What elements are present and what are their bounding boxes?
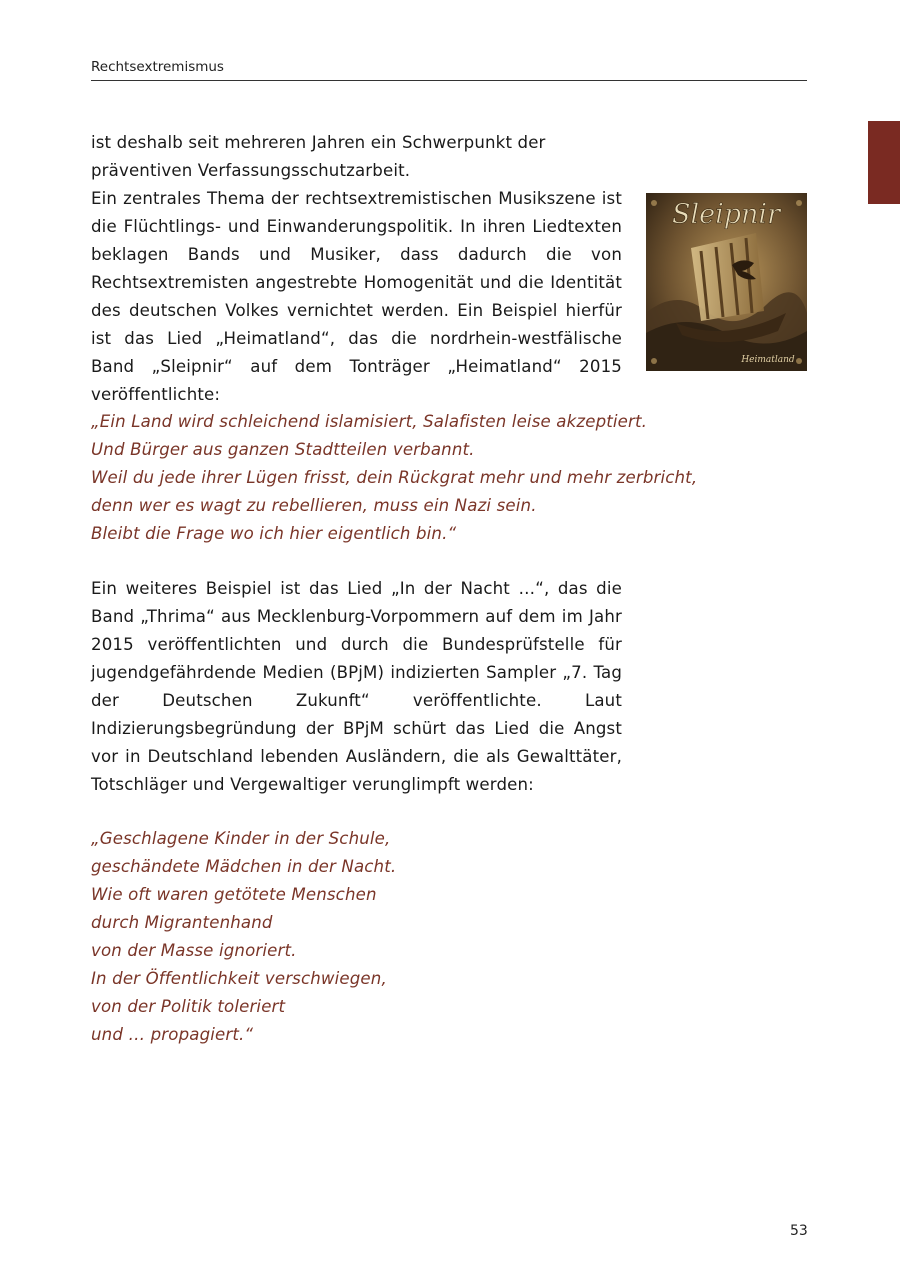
quote-line: „Ein Land wird schleichend islamisiert, Salafisten leise akzeptiert. (91, 412, 648, 431)
page-number: 53 (790, 1223, 808, 1239)
quote-line: geschändete Mädchen in der Nacht. (91, 857, 397, 876)
quote-line: und … propagiert.“ (91, 1025, 254, 1044)
album-cover-subtitle: Heimatland (741, 355, 795, 365)
album-cover-image (646, 193, 807, 371)
lyrics-quote-in-der-nacht (91, 825, 691, 1049)
header-rule (91, 80, 807, 81)
paragraph-1: ist deshalb seit mehreren Jahren ein Schwerpunkt der präventiven Verfassungsschutzarbeit. (91, 133, 546, 180)
quote-line: Wie oft waren getötete Menschen (91, 885, 377, 904)
quote-line: denn wer es wagt zu rebellieren, muss ein Nazi sein. (91, 496, 537, 515)
body-text-intro (91, 129, 622, 409)
album-cover-title: Sleipnir (672, 199, 780, 230)
paragraph-3: Ein weiteres Beispiel ist das Lied „In der Nacht …“, das die Band „Thrima“ aus Mecklenburg-Vorpommern auf dem im Jahr 2015 veröffentlichten und durch die Bundesprüfstelle für jugendgefährdende Medien (BPjM) indizierten Sampler „7. Tag der Deutschen Zukunft“ veröffentlichte. Laut Indizierungsbegründung der BPjM schürt das Lied die Angst vor in Deutschland lebenden Ausländern, die als Gewalttäter, Totschläger und Vergewaltiger verunglimpft werden: (91, 579, 622, 794)
running-header: Rechtsextremismus (91, 59, 224, 75)
quote-line: Bleibt die Frage wo ich hier eigentlich bin.“ (91, 524, 457, 543)
chapter-tab-marker (868, 121, 900, 204)
quote-line: Und Bürger aus ganzen Stadtteilen verbannt. (91, 440, 475, 459)
quote-line: durch Migrantenhand (91, 913, 273, 932)
paragraph-2: Ein zentrales Thema der rechtsextremistischen Musikszene ist die Flüchtlings- und Einwanderungspolitik. In ihren Liedtexten beklagen Bands und Musiker, dass dadurch die von Rechtsextremisten angestrebte Homogenität und die Identität des deutschen Volkes vernichtet werden. Ein Beispiel hierfür ist das Lied „Heimatland“, das die nordrhein-westfälische Band „Sleipnir“ auf dem Tonträger „Heimatland“ 2015 veröffentlichte: (91, 189, 622, 404)
quote-line: von der Masse ignoriert. (91, 941, 297, 960)
quote-line: Weil du jede ihrer Lügen frisst, dein Rückgrat mehr und mehr zerbricht, (91, 468, 698, 487)
quote-line: In der Öffentlichkeit verschwiegen, (91, 969, 387, 988)
quote-line: „Geschlagene Kinder in der Schule, (91, 829, 391, 848)
body-text-second (91, 575, 622, 799)
quote-line: von der Politik toleriert (91, 997, 286, 1016)
lyrics-quote-heimatland (91, 408, 698, 548)
